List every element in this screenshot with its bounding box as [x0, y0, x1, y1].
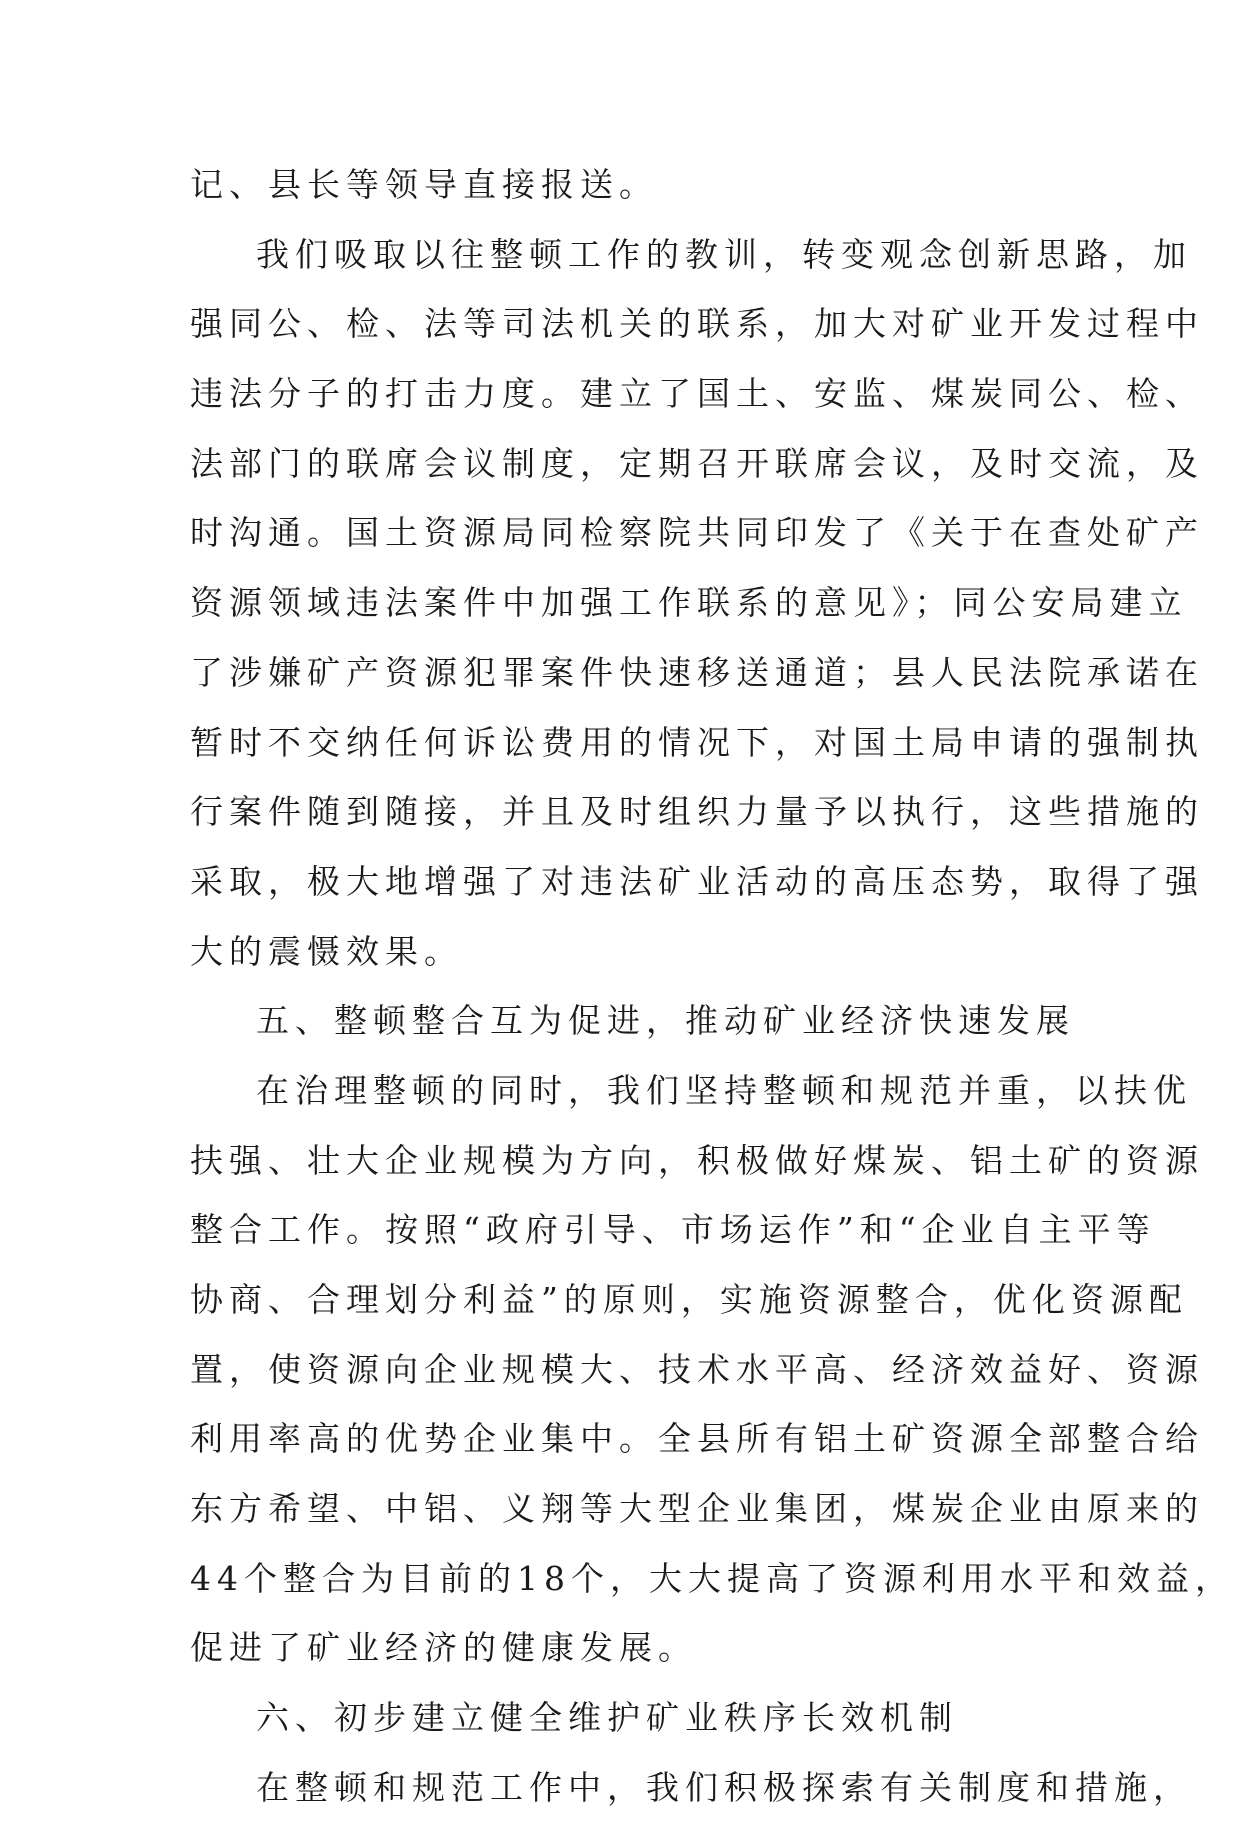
paragraph-line: 利用率高的优势企业集中。全县所有铝土矿资源全部整合给 — [190, 1419, 1204, 1459]
paragraph-line: 行案件随到随接，并且及时组织力量予以执行，这些措施的 — [190, 792, 1204, 832]
paragraph-line: 44个整合为目前的18个，大大提高了资源利用水平和效益， — [190, 1558, 1234, 1598]
paragraph-line: 在整顿和规范工作中，我们积极探索有关制度和措施， — [256, 1767, 1192, 1807]
paragraph-line: 时沟通。国土资源局同检察院共同印发了《关于在查处矿产 — [190, 513, 1204, 553]
paragraph-line: 在治理整顿的同时，我们坚持整顿和规范并重，以扶优 — [256, 1070, 1192, 1110]
section-heading: 五、整顿整合互为促进，推动矿业经济快速发展 — [256, 1001, 1075, 1041]
paragraph-line: 我们吸取以往整顿工作的教训，转变观念创新思路，加 — [256, 234, 1192, 274]
paragraph-line: 资源领域违法案件中加强工作联系的意见》；同公安局建立 — [190, 583, 1188, 623]
paragraph-line: 记、县长等领导直接报送。 — [190, 165, 658, 204]
paragraph-line: 违法分子的打击力度。建立了国土、安监、煤炭同公、检、 — [190, 374, 1204, 414]
paragraph-line: 强同公、检、法等司法机关的联系，加大对矿业开发过程中 — [190, 304, 1204, 344]
paragraph-line: 东方希望、中铝、义翔等大型企业集团，煤炭企业由原来的 — [190, 1489, 1204, 1529]
paragraph-line: 置，使资源向企业规模大、技术水平高、经济效益好、资源 — [190, 1349, 1204, 1389]
body-text — [190, 150, 1234, 1823]
paragraph-line: 了涉嫌矿产资源犯罪案件快速移送通道；县人民法院承诺在 — [190, 652, 1204, 692]
paragraph-line: 采取，极大地增强了对违法矿业活动的高压态势，取得了强 — [190, 861, 1204, 901]
paragraph-line: 协商、合理划分利益”的原则，实施资源整合，优化资源配 — [190, 1280, 1188, 1319]
paragraph-line: 法部门的联席会议制度，定期召开联席会议，及时交流，及 — [190, 443, 1204, 483]
paragraph-line: 暂时不交纳任何诉讼费用的情况下，对国土局申请的强制执 — [190, 722, 1204, 762]
paragraph-line: 扶强、壮大企业规模为方向，积极做好煤炭、铝土矿的资源 — [190, 1140, 1204, 1180]
paragraph-line: 大的震慑效果。 — [190, 931, 463, 971]
section-heading: 六、初步建立健全维护矿业秩序长效机制 — [256, 1698, 958, 1738]
paragraph-line: 促进了矿业经济的健康发展。 — [190, 1628, 697, 1668]
paragraph-line: 整合工作。按照“政府引导、市场运作”和“企业自主平等 — [190, 1210, 1156, 1250]
